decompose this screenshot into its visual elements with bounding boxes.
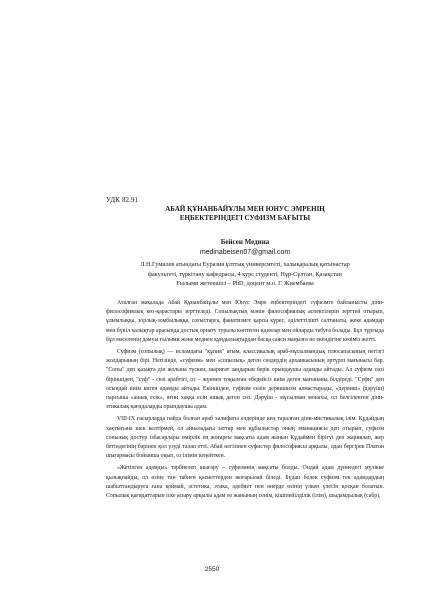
- affiliation-line-2: факультеті, түркітану кафедрасы, 4 курс студенті, Нұр-Сұлтан, Қазақстан: [148, 270, 342, 278]
- udk-code: УДК 82.91: [106, 196, 139, 204]
- affiliation-line-3: Ғылыми жетекшісі – PhD, доцент м.о. Г. Жиембаева: [176, 280, 314, 288]
- body-paragraph-history: VIII-IX ғасырларда пайда болған араб халифаты елдерінде кең таралған діни-мистикалық ілім. Құдайдың хақтығына шек келтірмей, ол айналадағы заттар мен құбылыстар оның эманациясы деп отырып, суфизм сопылық достур ізбасарлары өмірлік ең жоғарғы мақсаты адам жанын Құдаймен бірігуі деп жариялап, жер бетіндегінің бәрінен қол үзуді талап етті. Абай негізінен суфистер философиясы арқылы, одан бергірек Платон шығармасы бойынша оқып, оз ілімін кеңейткен.: [106, 416, 384, 460]
- body-paragraph-perfect-man: «Жетілген адамды» тәрбиелеп шығару – суфизмнің мақсаты болды. Ондай адам дүниедегі мүлікке қызықпайды, ол өзіне тән табиғи қасиеттерден жоғарылай біледі. Бүдан болек суфизм тек адамдардың шабыттандыруға ғана қоймай, эстетика, этика, әдебиет пен өнерде өзінің үлкен үлесін қосқан болатын. Сопылық қағидаттарын іске асыру арқылы адам өз жанының сенім, кішіпейілділік (ілім), шыдамдылық (сабр),: [106, 465, 384, 500]
- author-email: medinabeisen07@gmail.com: [199, 249, 291, 256]
- title-line-1: АБАЙ ҚҰНАНБАЙҰЛЫ МЕН ЮНУС ЭМРЕНІҢ: [165, 205, 325, 213]
- author-affiliation: [106, 260, 384, 289]
- article-body: [106, 299, 384, 501]
- page-number: 2550: [204, 566, 220, 573]
- article-title: [106, 205, 384, 223]
- body-paragraph-sufism: Суфизм (сопылық) — исламдағы "құпия" ағым, классикалық араб-мұсылмандық плюсапасының негізгі жолдарының бірі. Негізінде, «суфизм» мен «сопылық» деген сөздердің архаикасының әртүрлі мағынасы бар. "Сопы" деп қазақта дін жолына түскен, шариғат заңдарын берік орындаушы адамды айтады. Ал суфизм сөзі біріншіден, "суф" - сөзі арабтігі, оз – жүннен тоқылған ебедейсіз киім деген мағынаны білдіреді. "Суфи" деп осындай киім киген адамды айтады. Екіншіден, суфизм сөзін дервишизм алмастырады, «дервиш» (дәрүіш) парсыша «ашық есік», яғни хаққа есін ашық деген сөз. Дәрүіш - мұсылман монахы, ол белгіленген діни-этикалық қағидаларды орындаушы адам.: [106, 349, 384, 411]
- title-line-2: ЕҢБЕКТЕРІНДЕГІ СУФИЗМ БАҒЫТЫ: [179, 214, 311, 222]
- abstract-paragraph: Аталған мақалада Абай Құнанбайұлы мен Юнус Эмре еңбектеріндегі суфизмге байланысты діни-философиялық көз-қарастары зерттеледі. Сопылықтың мәнін философиялық аспектілерін зерттей отырып, ұлымлыққа, зорлық-зомбылыққа, соғыстарға, фанатизмге қарсы күрес, әділеттілікті салтанаты, жеке адамдар мен бүкіл халықтар арасында достық орнату туралы көптеген идеялар мен ойларды табуға болады. Бұл тұрғыда бұл мәселенің дамуы ғылыми және медиен құндылықтардан басқа саяси маңызға не екендігіне көзіміз жетті.: [106, 300, 384, 343]
- affiliation-line-1: Л.Н.Гумилев атындағы Еуразия ұлттық университеті, халықаралық қатынастар: [140, 261, 350, 268]
- author-name: Бейсен Медина: [220, 238, 270, 246]
